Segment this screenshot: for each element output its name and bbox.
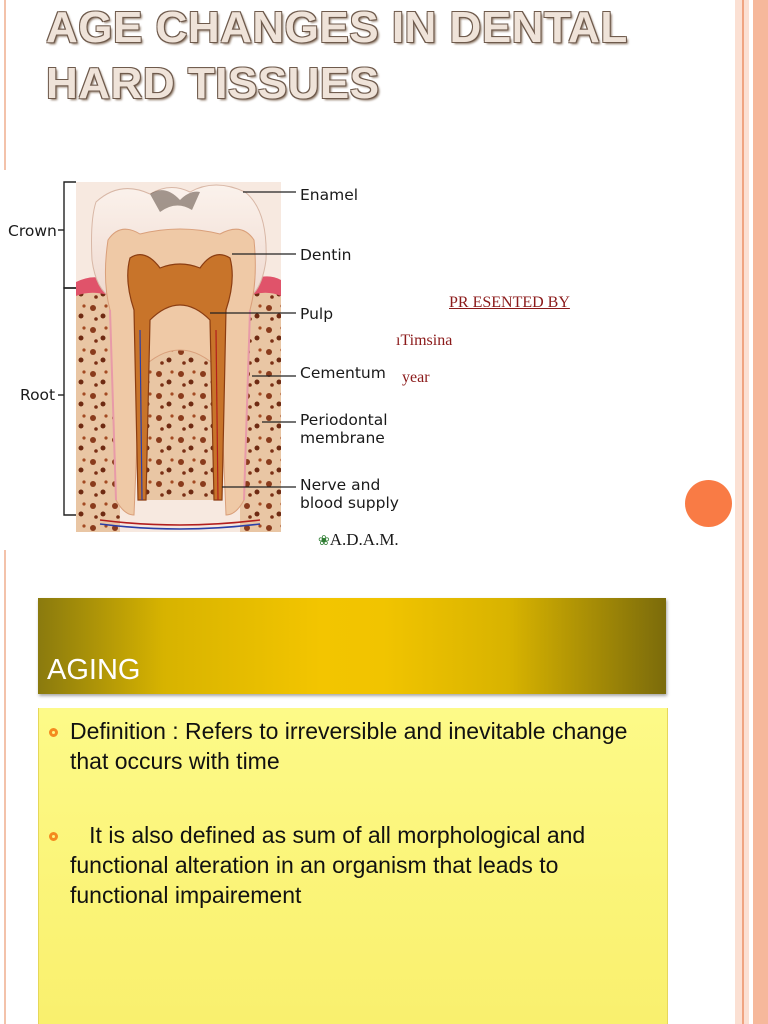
title-line-2: HARD TISSUES xyxy=(46,59,380,108)
label-root: Root xyxy=(20,386,56,404)
bullet-circle-icon xyxy=(49,728,58,737)
presenter-heading: PR ESENTED BY xyxy=(449,294,570,311)
label-cementum: Cementum xyxy=(300,364,386,382)
bullet-text-definition: Definition : Refers to irreversible and inevitable change that occurs with time xyxy=(70,718,628,774)
left-rule-bottom xyxy=(4,550,6,1024)
adam-credit-text: A.D.A.M. xyxy=(329,530,399,549)
content-box xyxy=(38,708,668,1024)
label-pulp: Pulp xyxy=(300,305,334,323)
section-header xyxy=(38,598,666,694)
label-blood-supply: blood supply xyxy=(300,494,399,512)
label-nerve: Nerve and xyxy=(300,476,381,494)
bullet-circle-icon xyxy=(49,832,58,841)
presenter-year: year xyxy=(402,369,430,386)
bullet-text-morphological: It is also defined as sum of all morphological and functional alteration in an organism that leads to functional impairement xyxy=(70,822,592,908)
adam-credit xyxy=(318,530,399,550)
leaf-icon: ❀ xyxy=(318,534,330,549)
decorative-stripe-outer xyxy=(753,0,768,1024)
page-title xyxy=(46,0,686,112)
left-rule-top xyxy=(4,0,6,170)
title-line-1: AGE CHANGES IN DENTAL xyxy=(46,3,628,52)
label-membrane: membrane xyxy=(300,429,385,447)
label-periodontal: Periodontal xyxy=(300,411,388,429)
tooth-anatomy-figure xyxy=(0,170,420,560)
section-header-title: AGING xyxy=(47,654,141,686)
label-dentin: Dentin xyxy=(300,246,352,264)
presenter-name: ıTimsina xyxy=(396,332,453,349)
label-enamel: Enamel xyxy=(300,186,359,204)
decorative-stripe-line xyxy=(742,0,744,1024)
decorative-orange-circle xyxy=(685,480,732,527)
label-crown: Crown xyxy=(8,222,57,240)
